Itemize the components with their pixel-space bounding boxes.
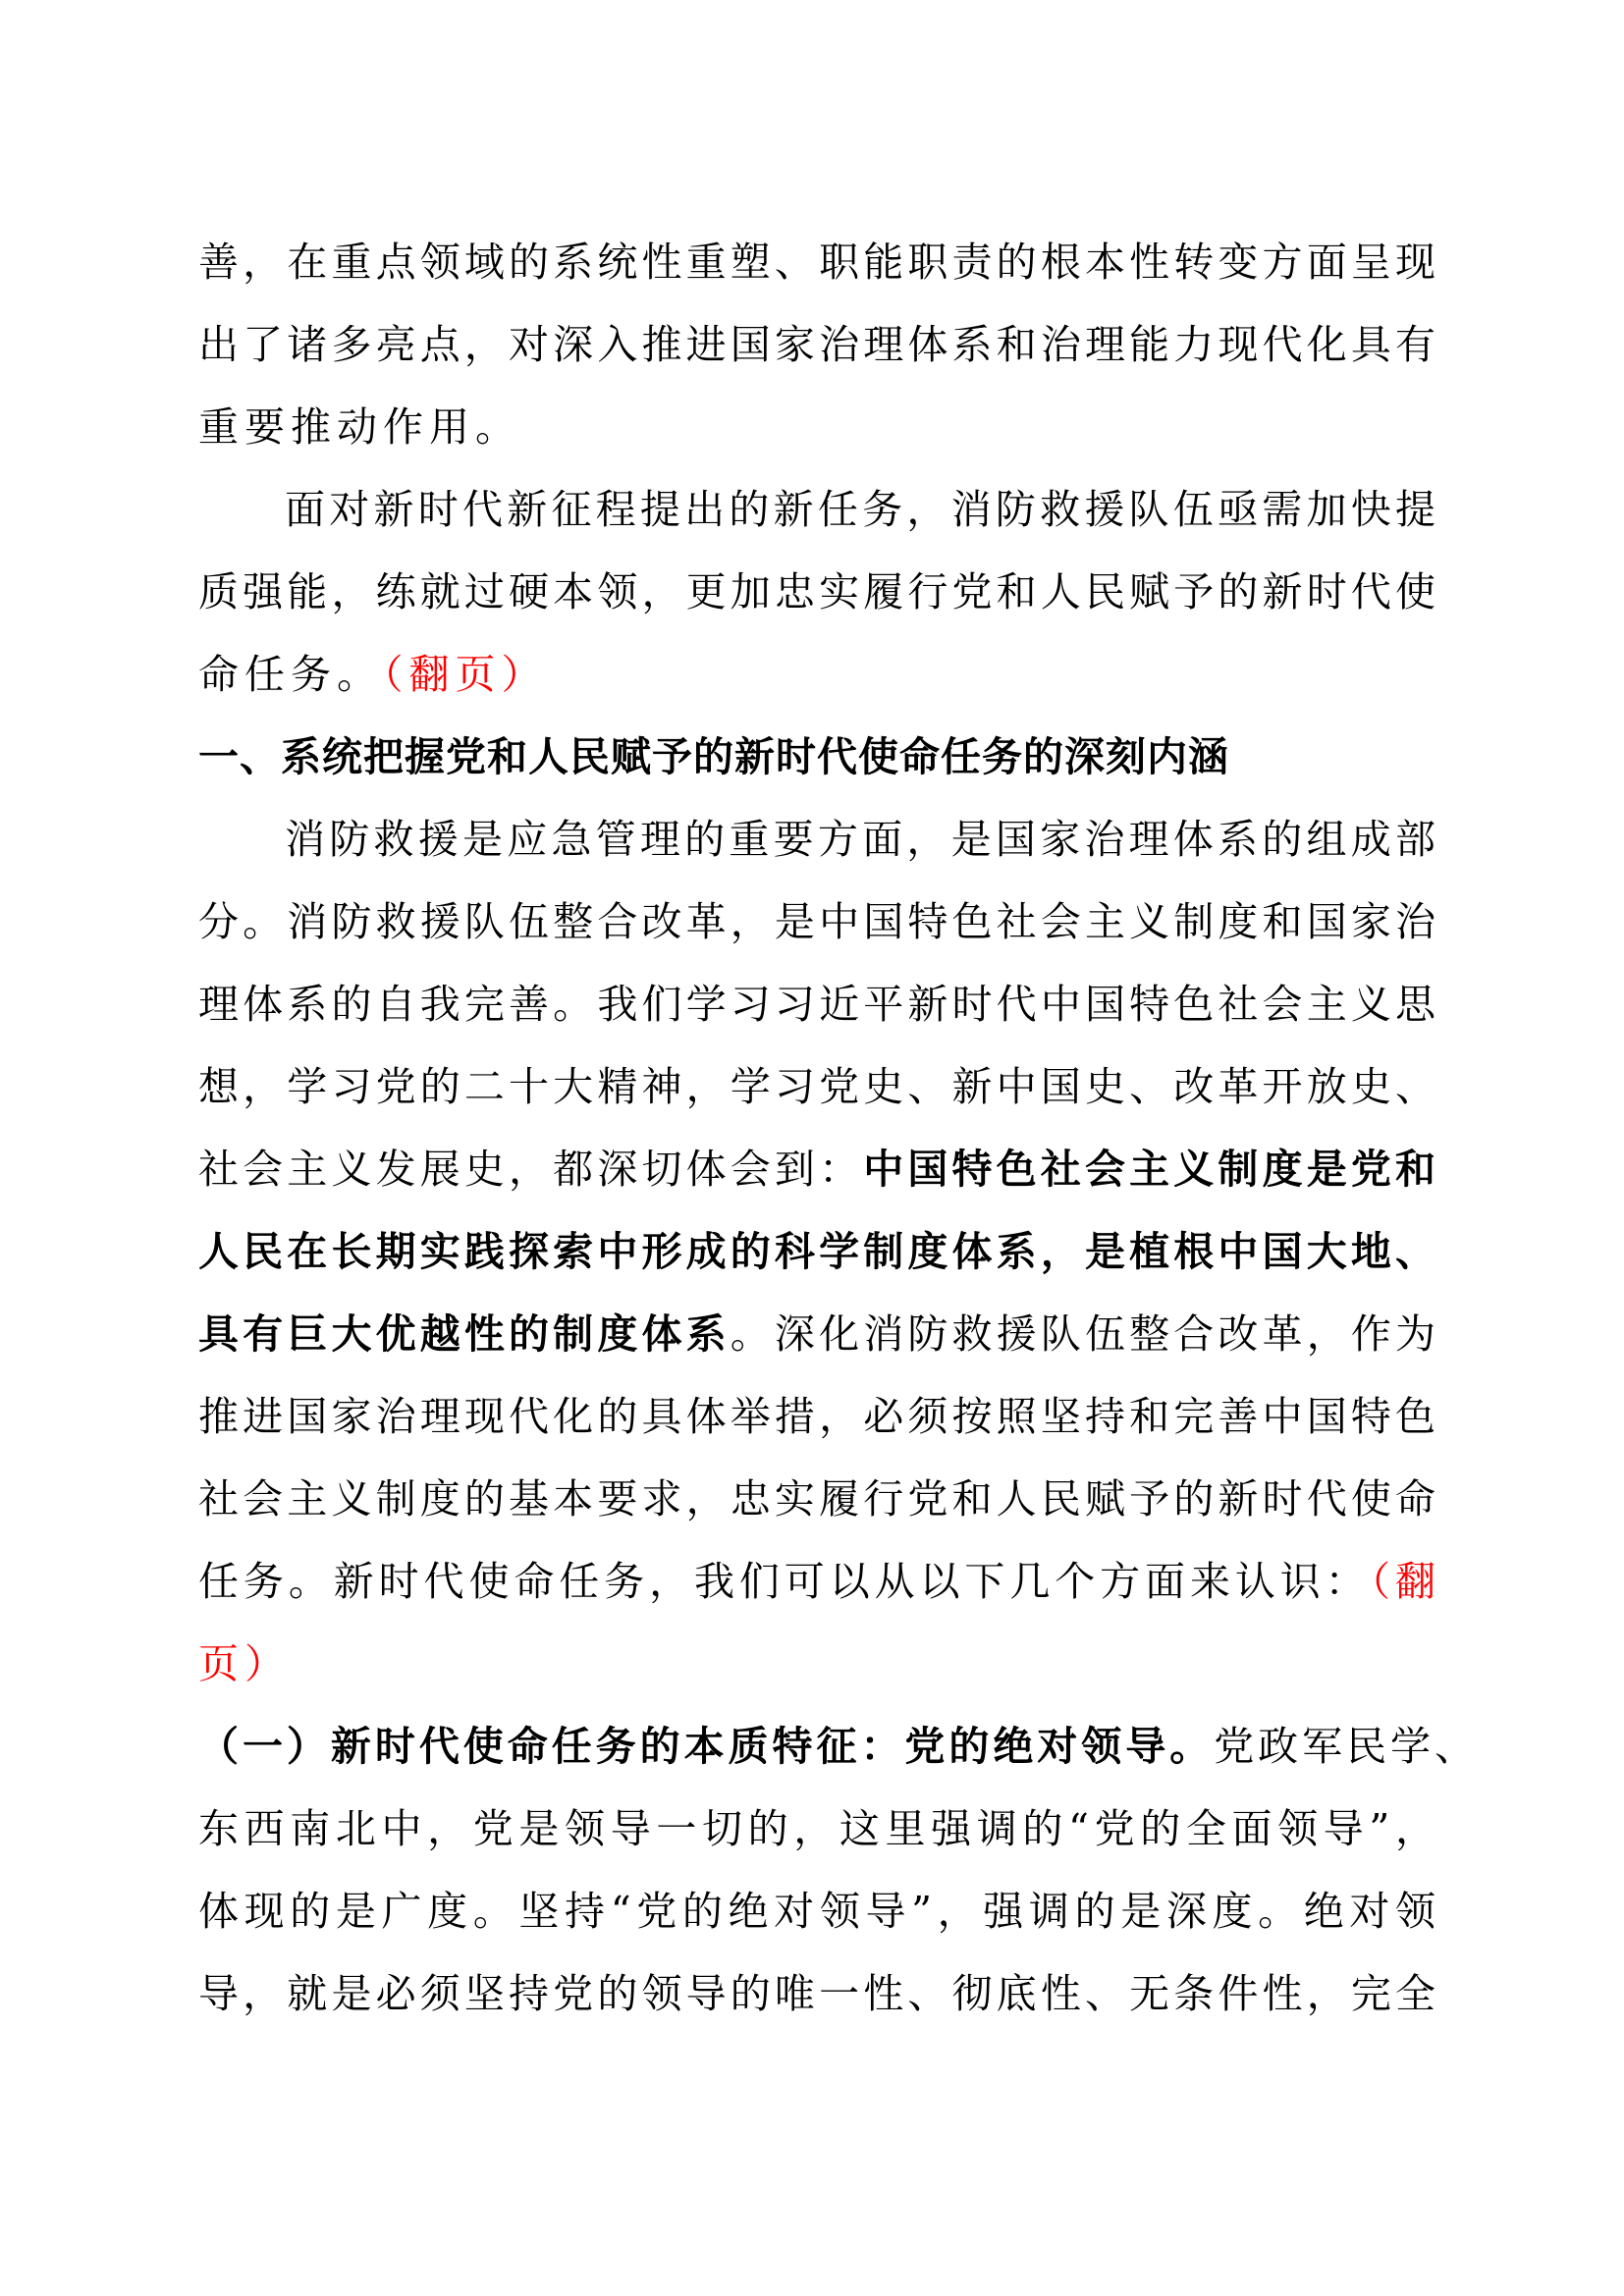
page-turn-marker: （翻 xyxy=(1370,1558,1436,1605)
text: 东西南北中，党是领导一切的，这里强调的“党的全面领导”， xyxy=(198,1805,1435,1852)
text: 质强能，练就过硬本领，更加忠实履行党和人民赋予的新时代使 xyxy=(198,568,1435,615)
text: 善，在重点领域的系统性重塑、职能职责的根本性转变方面呈现 xyxy=(198,239,1435,286)
text: 任务。新时代使命任务，我们可以从以下几个方面来认识： xyxy=(198,1558,1371,1605)
body-line xyxy=(198,1293,1435,1375)
body-line xyxy=(198,1375,1435,1458)
body-line xyxy=(198,633,1435,716)
body-line xyxy=(285,798,1435,881)
body-line xyxy=(198,1870,1435,1952)
text: 想，学习党的二十大精神，学习党史、新中国史、改革开放史、 xyxy=(198,1063,1435,1110)
text: 理体系的自我完善。我们学习习近平新时代中国特色社会主义思 xyxy=(198,981,1435,1028)
body-line xyxy=(198,1952,1435,2035)
text: 推进国家治理现代化的具体举措，必须按照坚持和完善中国特色 xyxy=(198,1393,1435,1440)
body-line xyxy=(198,221,1435,303)
text: 消防救援是应急管理的重要方面，是国家治理体系的组成部 xyxy=(285,816,1435,863)
text: 党政军民学、 xyxy=(1214,1723,1476,1770)
body-line xyxy=(198,551,1435,633)
body-line xyxy=(198,1045,1435,1128)
body-line xyxy=(198,1623,1435,1705)
body-line xyxy=(285,468,1435,551)
emphasis-text: 具有巨大优越性的制度体系 xyxy=(198,1310,731,1358)
text: 社会主义制度的基本要求，忠实履行党和人民赋予的新时代使命 xyxy=(198,1475,1435,1522)
body-line xyxy=(198,1128,1435,1210)
subsection-line xyxy=(198,1705,1475,1788)
text: 命任务。 xyxy=(198,651,383,698)
body-line xyxy=(198,303,1435,386)
text: 出了诸多亮点，对深入推进国家治理体系和治理能力现代化具有 xyxy=(198,321,1435,368)
emphasis-text: 中国特色社会主义制度是党和 xyxy=(863,1146,1436,1193)
body-line xyxy=(198,1540,1435,1623)
body-line xyxy=(198,386,1435,468)
section-heading xyxy=(198,716,1435,798)
text: 体现的是广度。坚持“党的绝对领导”，强调的是深度。绝对领 xyxy=(198,1888,1435,1935)
body-line xyxy=(198,881,1435,963)
body-line xyxy=(198,1458,1435,1540)
text: 重要推动作用。 xyxy=(198,403,521,451)
page-turn-marker: 页） xyxy=(198,1640,291,1687)
text: 分。消防救援队伍整合改革，是中国特色社会主义制度和国家治 xyxy=(198,898,1435,945)
text: 导，就是必须坚持党的领导的唯一性、彻底性、无条件性，完全 xyxy=(198,1970,1435,2017)
subsection-heading: （一）新时代使命任务的本质特征：党的绝对领导。 xyxy=(198,1723,1215,1770)
emphasis-text: 人民在长期实践探索中形成的科学制度体系，是植根中国大地、 xyxy=(198,1228,1435,1275)
body-line xyxy=(198,963,1435,1045)
page-turn-marker: （翻页） xyxy=(383,651,548,698)
body-line xyxy=(198,1210,1435,1293)
heading-text: 一、系统把握党和人民赋予的新时代使命任务的深刻内涵 xyxy=(198,733,1229,780)
body-line xyxy=(198,1788,1435,1870)
text: 社会主义发展史，都深切体会到： xyxy=(198,1146,864,1193)
text: 面对新时代新征程提出的新任务，消防救援队伍亟需加快提 xyxy=(285,486,1435,533)
text: 。深化消防救援队伍整合改革，作为 xyxy=(730,1310,1436,1358)
